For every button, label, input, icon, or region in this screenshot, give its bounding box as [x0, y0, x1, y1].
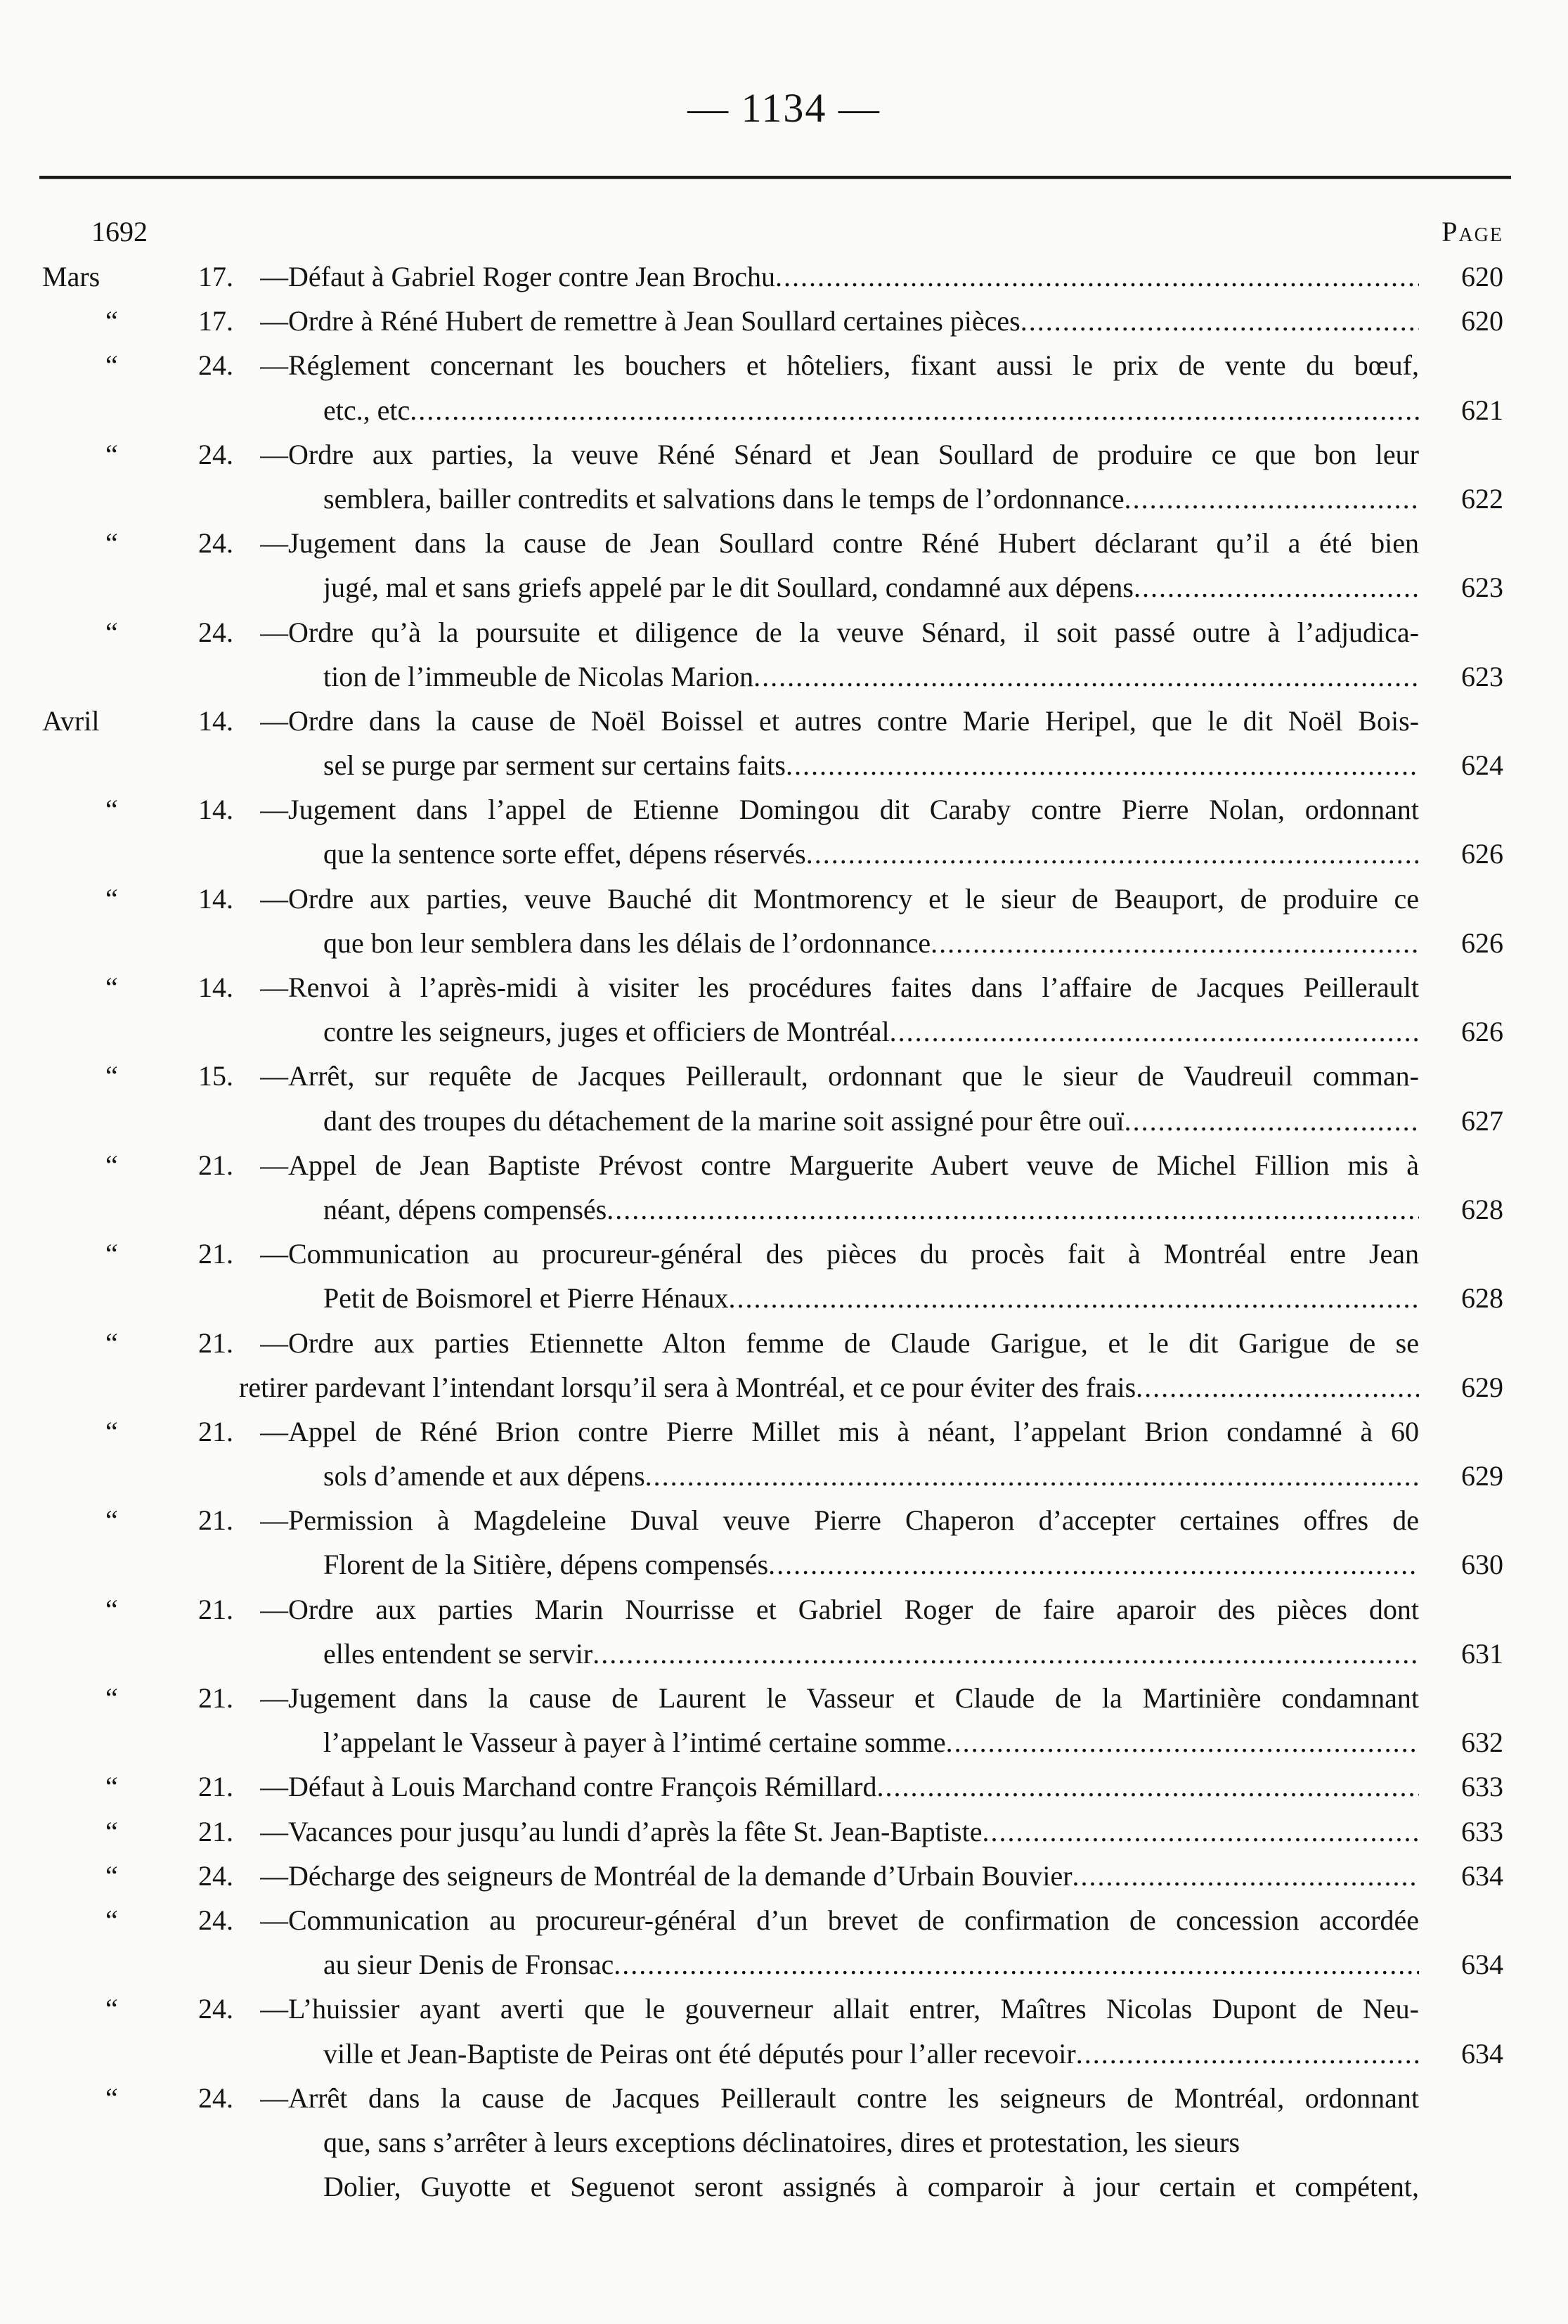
entry-line — [0, 2120, 1568, 2164]
index-entry — [0, 254, 1568, 299]
entry-text: semblera, bailler contredits et salvations dans le temps de l’ordonnance — [323, 482, 1125, 515]
page-reference: 634 — [1461, 1859, 1503, 1892]
day-number: 21. — [198, 1326, 233, 1359]
entry-text: —Appel de Réné Brion contre Pierre Millet mis à néant, l’appelant Brion condamné à 60 — [260, 1415, 1419, 1447]
day-number: 17. — [198, 261, 233, 292]
entry-text: —Ordre dans la cause de Noël Boissel et autres contre Marie Heripel, que le dit Noël Bois- — [260, 704, 1419, 737]
day-number: 21. — [198, 1593, 233, 1625]
entry-text: —Permission à Magdeleine Duval veuve Pierre Chaperon d’accepter certaines offres de — [260, 1504, 1419, 1537]
entry-line — [0, 1542, 1568, 1587]
page-reference: 623 — [1461, 572, 1503, 604]
day-number: 14. — [198, 971, 233, 1003]
index-entry — [0, 1143, 1568, 1232]
column-header — [0, 215, 1568, 250]
entry-line — [0, 699, 1568, 743]
entry-line — [0, 743, 1568, 787]
ditto-mark: “ — [105, 1993, 118, 2025]
dot-leader — [877, 1764, 1420, 1809]
dot-leader — [890, 1009, 1419, 1054]
entry-text: dant des troupes du détachement de la marine soit assigné pour être ouï — [323, 1104, 1125, 1137]
dot-leader — [768, 1542, 1419, 1587]
entry-line — [0, 1632, 1568, 1676]
entry-text: que bon leur semblera dans les délais de l’ordonnance — [323, 927, 931, 959]
entry-text: contre les seigneurs, juges et officiers de Montréal — [323, 1016, 890, 1048]
entry-text: —Communication au procureur-général des pièces du procès fait à Montréal entre Jean — [260, 1238, 1419, 1270]
entry-text: —Décharge des seigneurs de Montréal de la demande d’Urbain Bouvier — [260, 1859, 1073, 1892]
index-entry — [0, 1854, 1568, 1898]
entry-text: —Défaut à Louis Marchand contre François Rémillard — [260, 1771, 877, 1803]
entry-line — [0, 1720, 1568, 1764]
dot-leader — [1125, 477, 1419, 521]
entry-line — [0, 2164, 1568, 2209]
entry-line — [0, 1321, 1568, 1365]
dot-leader — [753, 654, 1419, 699]
day-number: 14. — [198, 704, 233, 737]
entry-line — [0, 1764, 1568, 1809]
page-reference: 622 — [1461, 482, 1503, 515]
year-label: 1692 — [91, 216, 148, 247]
dot-leader — [1021, 299, 1419, 343]
index-entry — [0, 965, 1568, 1054]
page-reference: 620 — [1461, 261, 1503, 292]
entry-line — [0, 1054, 1568, 1098]
entry-line — [0, 877, 1568, 921]
entry-text: —Communication au procureur-général d’un brevet de confirmation de concession accordée — [260, 1904, 1419, 1936]
day-number: 24. — [198, 1904, 233, 1936]
month-label: Avril — [42, 704, 100, 737]
entry-line — [0, 432, 1568, 477]
entry-line — [0, 1809, 1568, 1854]
month-label: Mars — [42, 261, 101, 292]
dot-leader — [729, 1276, 1419, 1320]
ditto-mark: “ — [105, 616, 118, 648]
ditto-mark: “ — [105, 1238, 118, 1270]
day-number: 21. — [198, 1815, 233, 1847]
entry-text: —Vacances pour jusqu’au lundi d’après la fête St. Jean-Baptiste — [260, 1815, 983, 1847]
day-number: 21. — [198, 1415, 233, 1447]
entry-text: —Appel de Jean Baptiste Prévost contre Marguerite Aubert veuve de Michel Fillion mis à — [260, 1149, 1419, 1181]
ditto-mark: “ — [105, 1149, 118, 1181]
page-reference: 632 — [1461, 1726, 1503, 1759]
index-entry — [0, 610, 1568, 699]
entry-line — [0, 1276, 1568, 1320]
ditto-mark: “ — [105, 1904, 118, 1936]
entry-text: —Ordre aux parties Etiennette Alton femme de Claude Garigue, et le dit Garigue de se — [260, 1326, 1419, 1359]
dot-leader — [1076, 2032, 1419, 2076]
page-reference: 620 — [1461, 305, 1503, 337]
day-number: 24. — [198, 438, 233, 470]
ditto-mark: “ — [105, 1859, 118, 1892]
day-number: 24. — [198, 1859, 233, 1892]
dot-leader — [1136, 1365, 1419, 1409]
index-entry — [0, 1764, 1568, 1809]
entry-text: néant, dépens compensés — [323, 1193, 607, 1225]
dot-leader — [607, 1187, 1419, 1232]
dot-leader — [1125, 1099, 1419, 1143]
index-entry — [0, 699, 1568, 787]
entry-line — [0, 2076, 1568, 2120]
index-entry — [0, 1054, 1568, 1142]
ditto-mark: “ — [105, 527, 118, 560]
entry-text: l’appelant le Vasseur à payer à l’intimé certaine somme — [323, 1726, 946, 1759]
entry-text: jugé, mal et sans griefs appelé par le dit Soullard, condamné aux dépens — [323, 572, 1134, 604]
entry-text: —Renvoi à l’après-midi à visiter les procédures faites dans l’affaire de Jacques Peillerault — [260, 971, 1419, 1003]
index-entry — [0, 521, 1568, 609]
ditto-mark: “ — [105, 1682, 118, 1714]
dot-leader — [982, 1809, 1419, 1854]
entry-text: Dolier, Guyotte et Seguenot seront assignés à comparoir à jour certain et compétent, — [323, 2171, 1419, 2203]
index-entry — [0, 1232, 1568, 1320]
index-entry — [0, 1898, 1568, 1987]
page-reference: 626 — [1461, 838, 1503, 870]
page-reference: 628 — [1461, 1193, 1503, 1225]
index-entry — [0, 1987, 1568, 2075]
index-entry — [0, 1676, 1568, 1764]
entry-text: —Défaut à Gabriel Roger contre Jean Brochu — [260, 261, 776, 292]
entry-text: —L’huissier ayant averti que le gouverneur allait entrer, Maîtres Nicolas Dupont de Neu- — [260, 1993, 1419, 2025]
entry-line — [0, 388, 1568, 432]
ditto-mark: “ — [105, 2081, 118, 2114]
entry-text: —Arrêt, sur requête de Jacques Peillerault, ordonnant que le sieur de Vaudreuil comman- — [260, 1060, 1419, 1092]
dot-leader — [786, 743, 1419, 787]
header-rule — [39, 176, 1511, 179]
ditto-mark: “ — [105, 1504, 118, 1537]
index-entry — [0, 299, 1568, 343]
day-number: 21. — [198, 1238, 233, 1270]
dot-leader — [410, 388, 1419, 432]
entry-text: ville et Jean-Baptiste de Peiras ont été députés pour l’aller recevoir — [323, 2037, 1076, 2070]
page-number: — 1134 — — [687, 85, 881, 131]
day-number: 21. — [198, 1504, 233, 1537]
entry-text: retirer pardevant l’intendant lorsqu’il sera à Montréal, et ce pour éviter des frais — [239, 1371, 1136, 1403]
entry-text: etc., etc — [323, 394, 410, 426]
dot-leader — [806, 832, 1419, 876]
entry-text: —Jugement dans la cause de Laurent le Vasseur et Claude de la Martinière condamnant — [260, 1682, 1419, 1714]
entry-line — [0, 787, 1568, 832]
entry-line — [0, 1187, 1568, 1232]
entry-text: elles entendent se servir — [323, 1637, 593, 1670]
day-number: 21. — [198, 1682, 233, 1714]
index-entry — [0, 787, 1568, 876]
page-reference: 629 — [1461, 1371, 1503, 1403]
entry-line — [0, 832, 1568, 876]
index-entry — [0, 1809, 1568, 1854]
entry-text: —Ordre à Réné Hubert de remettre à Jean Soullard certaines pièces — [260, 305, 1021, 337]
entry-line — [0, 965, 1568, 1009]
entry-text: —Jugement dans l’appel de Etienne Domingou dit Caraby contre Pierre Nolan, ordonnant — [260, 794, 1419, 826]
day-number: 24. — [198, 527, 233, 560]
page-reference: 627 — [1461, 1104, 1503, 1137]
page-reference: 628 — [1461, 1282, 1503, 1315]
entry-line — [0, 565, 1568, 609]
entry-line — [0, 1676, 1568, 1720]
entry-line — [0, 1942, 1568, 1987]
entry-line — [0, 1365, 1568, 1409]
entry-line — [0, 1232, 1568, 1276]
day-number: 24. — [198, 1993, 233, 2025]
ditto-mark: “ — [105, 1326, 118, 1359]
entry-line — [0, 1409, 1568, 1454]
day-number: 21. — [198, 1771, 233, 1803]
index-entry — [0, 1498, 1568, 1587]
entry-line — [0, 299, 1568, 343]
ditto-mark: “ — [105, 794, 118, 826]
day-number: 15. — [198, 1060, 233, 1092]
ditto-mark: “ — [105, 882, 118, 915]
entry-text: au sieur Denis de Fronsac — [323, 1949, 614, 1981]
day-number: 14. — [198, 794, 233, 826]
index-entry — [0, 1587, 1568, 1676]
entry-line — [0, 1454, 1568, 1498]
page-reference: 626 — [1461, 1016, 1503, 1048]
index-entry — [0, 432, 1568, 521]
entry-line — [0, 921, 1568, 965]
page-reference: 633 — [1461, 1771, 1503, 1803]
entry-line — [0, 1987, 1568, 2031]
ditto-mark: “ — [105, 1060, 118, 1092]
ditto-mark: “ — [105, 1593, 118, 1625]
page-reference: 630 — [1461, 1549, 1503, 1581]
index-entry — [0, 2076, 1568, 2209]
day-number: 24. — [198, 349, 233, 382]
entry-text: tion de l’immeuble de Nicolas Marion — [323, 660, 754, 692]
ditto-mark: “ — [105, 305, 118, 337]
page-reference: 629 — [1461, 1460, 1503, 1492]
page-reference: 634 — [1461, 2037, 1503, 2070]
entry-text: sols d’amende et aux dépens — [323, 1460, 645, 1492]
ditto-mark: “ — [105, 1815, 118, 1847]
index-entry — [0, 1409, 1568, 1498]
entry-line — [0, 254, 1568, 299]
entry-line — [0, 343, 1568, 387]
entry-text: —Ordre aux parties Marin Nourrisse et Gabriel Roger de faire aparoir des pièces dont — [260, 1593, 1419, 1625]
entry-text: —Ordre aux parties, la veuve Réné Sénard et Jean Soullard de produire ce que bon leur — [260, 438, 1419, 470]
entry-text: Petit de Boismorel et Pierre Hénaux — [323, 1282, 729, 1315]
index-entry — [0, 877, 1568, 965]
entry-line — [0, 654, 1568, 699]
entry-line — [0, 1587, 1568, 1632]
entry-line — [0, 1143, 1568, 1187]
page-reference: 623 — [1461, 660, 1503, 692]
entry-line — [0, 1099, 1568, 1143]
index-entry — [0, 343, 1568, 432]
index-entry — [0, 1321, 1568, 1409]
ditto-mark: “ — [105, 1415, 118, 1447]
dot-leader — [614, 1942, 1419, 1987]
day-number: 24. — [198, 616, 233, 648]
page-reference: 624 — [1461, 749, 1503, 782]
entry-text: —Jugement dans la cause de Jean Soullard contre Réné Hubert déclarant qu’il a été bien — [260, 527, 1419, 560]
entry-text: —Réglement concernant les bouchers et hôteliers, fixant aussi le prix de vente du bœuf, — [260, 349, 1419, 382]
entry-text: sel se purge par serment sur certains faits — [323, 749, 786, 782]
page-reference: 621 — [1461, 394, 1503, 426]
entry-line — [0, 1009, 1568, 1054]
ditto-mark: “ — [105, 1771, 118, 1803]
entry-text: —Ordre aux parties, veuve Bauché dit Montmorency et le sieur de Beauport, de produire ce — [260, 882, 1419, 915]
entry-text: que, sans s’arrêter à leurs exceptions déclinatoires, dires et protestation, les sieurs — [323, 2126, 1240, 2158]
dot-leader — [645, 1454, 1419, 1498]
entry-text: Florent de la Sitière, dépens compensés — [323, 1549, 769, 1581]
index-entries — [0, 254, 1568, 2209]
ditto-mark: “ — [105, 438, 118, 470]
entry-line — [0, 1498, 1568, 1542]
day-number: 21. — [198, 1149, 233, 1181]
entry-line — [0, 521, 1568, 565]
entry-text: que la sentence sorte effet, dépens réservés — [323, 838, 806, 870]
page-column-label: Page — [1441, 216, 1503, 247]
page-reference: 631 — [1461, 1637, 1503, 1670]
entry-line — [0, 477, 1568, 521]
dot-leader — [1073, 1854, 1419, 1898]
entry-line — [0, 2032, 1568, 2076]
entry-line — [0, 610, 1568, 654]
dot-leader — [775, 254, 1419, 299]
page-reference: 634 — [1461, 1949, 1503, 1981]
ditto-mark: “ — [105, 349, 118, 382]
dot-leader — [931, 921, 1419, 965]
entry-line — [0, 1854, 1568, 1898]
entry-line — [0, 1898, 1568, 1942]
dot-leader — [946, 1720, 1419, 1764]
entry-text: —Ordre qu’à la poursuite et diligence de la veuve Sénard, il soit passé outre à l’adjudica- — [260, 616, 1419, 648]
entry-text: —Arrêt dans la cause de Jacques Peillerault contre les seigneurs de Montréal, ordonnant — [260, 2081, 1419, 2114]
day-number: 24. — [198, 2081, 233, 2114]
ditto-mark: “ — [105, 971, 118, 1003]
day-number: 14. — [198, 882, 233, 915]
page-reference: 633 — [1461, 1815, 1503, 1847]
dot-leader — [592, 1632, 1419, 1676]
page-reference: 626 — [1461, 927, 1503, 959]
day-number: 17. — [198, 305, 233, 337]
dot-leader — [1134, 565, 1419, 609]
